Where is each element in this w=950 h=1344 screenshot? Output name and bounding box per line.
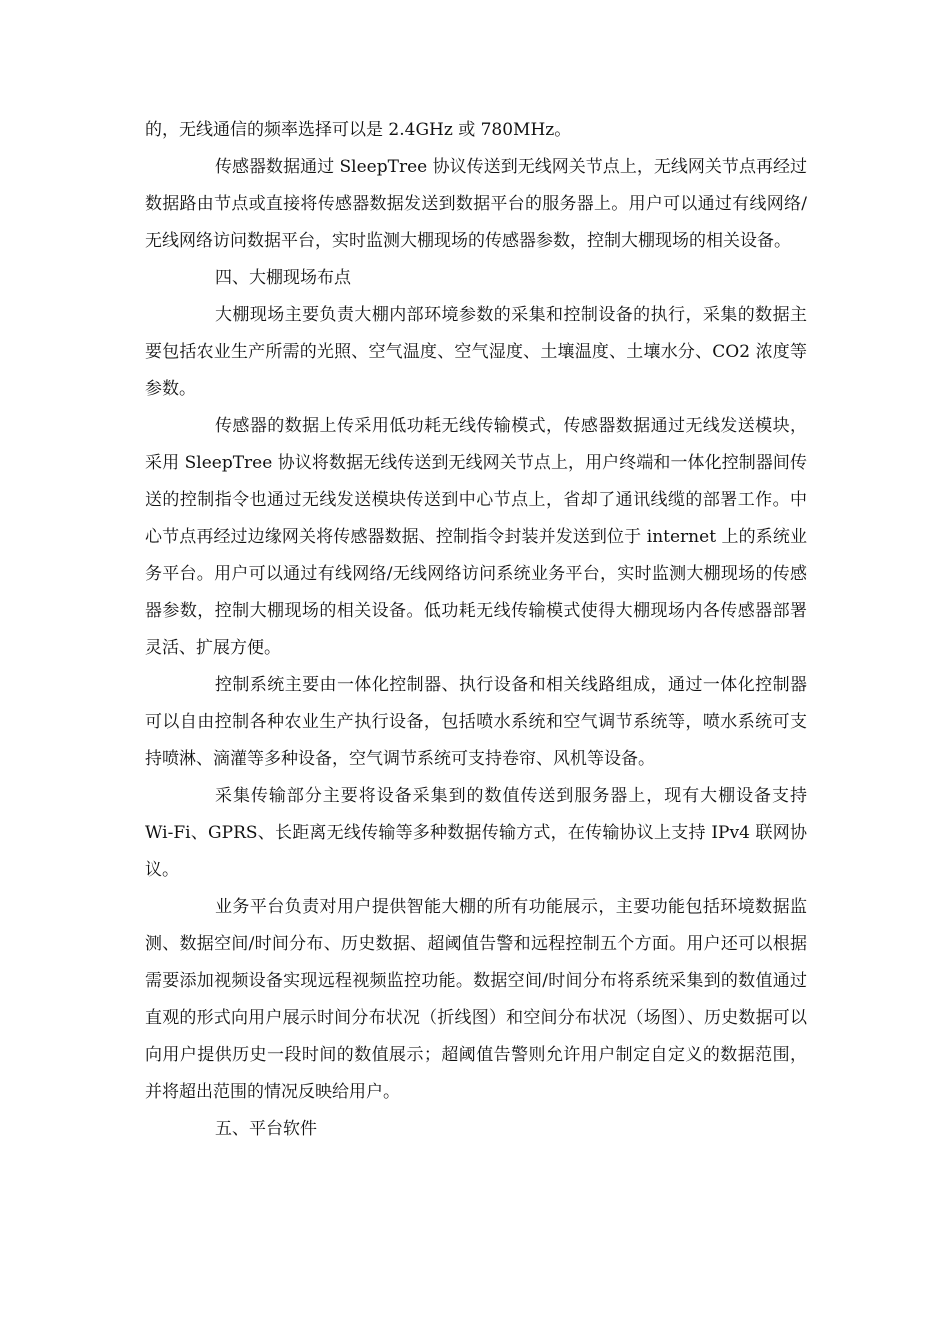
paragraph-low-power-wireless: 传感器的数据上传采用低功耗无线传输模式，传感器数据通过无线发送模块，采用 SleepTree 协议将数据无线传送到无线网关节点上，用户终端和一体化控制器间传送的控制指令也通过无线发送模块传送到中心节点上，省却了通讯线缆的部署工作。中心节点再经过边缘网关将传感器数据、控制指令封装并发送到位于 internet 上的系统业务平台。用户可以通过有线网络/无线网络访问系统业务平台，实时监测大棚现场的传感器参数，控制大棚现场的相关设备。低功耗无线传输模式使得大棚现场内各传感器部署灵活、扩展方便。 — [145, 416, 807, 658]
paragraph-sensor-transmission: 传感器数据通过 SleepTree 协议传送到无线网关节点上，无线网关节点再经过数据路由节点或直接将传感器数据发送到数据平台的服务器上。用户可以通过有线网络/无线网络访问数据平台，实时监测大棚现场的传感器参数，控制大棚现场的相关设备。 — [145, 157, 807, 251]
paragraph-continuation: 的，无线通信的频率选择可以是 2.4GHz 或 780MHz。 — [145, 120, 572, 140]
paragraph-business-platform: 业务平台负责对用户提供智能大棚的所有功能展示，主要功能包括环境数据监测、数据空间/时间分布、历史数据、超阈值告警和远程控制五个方面。用户还可以根据需要添加视频设备实现远程视频监控功能。数据空间/时间分布将系统采集到的数值通过直观的形式向用户展示时间分布状况（折线图）和空间分布状况（场图）、历史数据可以向用户提供历史一段时间的数值展示；超阈值告警则允许用户制定自定义的数据范围，并将超出范围的情况反映给用户。 — [145, 897, 807, 1102]
document-body — [145, 112, 807, 1148]
paragraph-acquisition-transmission: 采集传输部分主要将设备采集到的数值传送到服务器上，现有大棚设备支持 Wi-Fi、GPRS、长距离无线传输等多种数据传输方式，在传输协议上支持 IPv4 联网协议。 — [145, 786, 807, 880]
section-heading-4: 四、大棚现场布点 — [215, 268, 351, 288]
paragraph-site-collection: 大棚现场主要负责大棚内部环境参数的采集和控制设备的执行，采集的数据主要包括农业生产所需的光照、空气温度、空气湿度、土壤温度、土壤水分、CO2 浓度等参数。 — [145, 305, 807, 399]
section-heading-5: 五、平台软件 — [215, 1119, 317, 1139]
paragraph-control-system: 控制系统主要由一体化控制器、执行设备和相关线路组成，通过一体化控制器可以自由控制各种农业生产执行设备，包括喷水系统和空气调节系统等，喷水系统可支持喷淋、滴灌等多种设备，空气调节系统可支持卷帘、风机等设备。 — [145, 675, 807, 769]
